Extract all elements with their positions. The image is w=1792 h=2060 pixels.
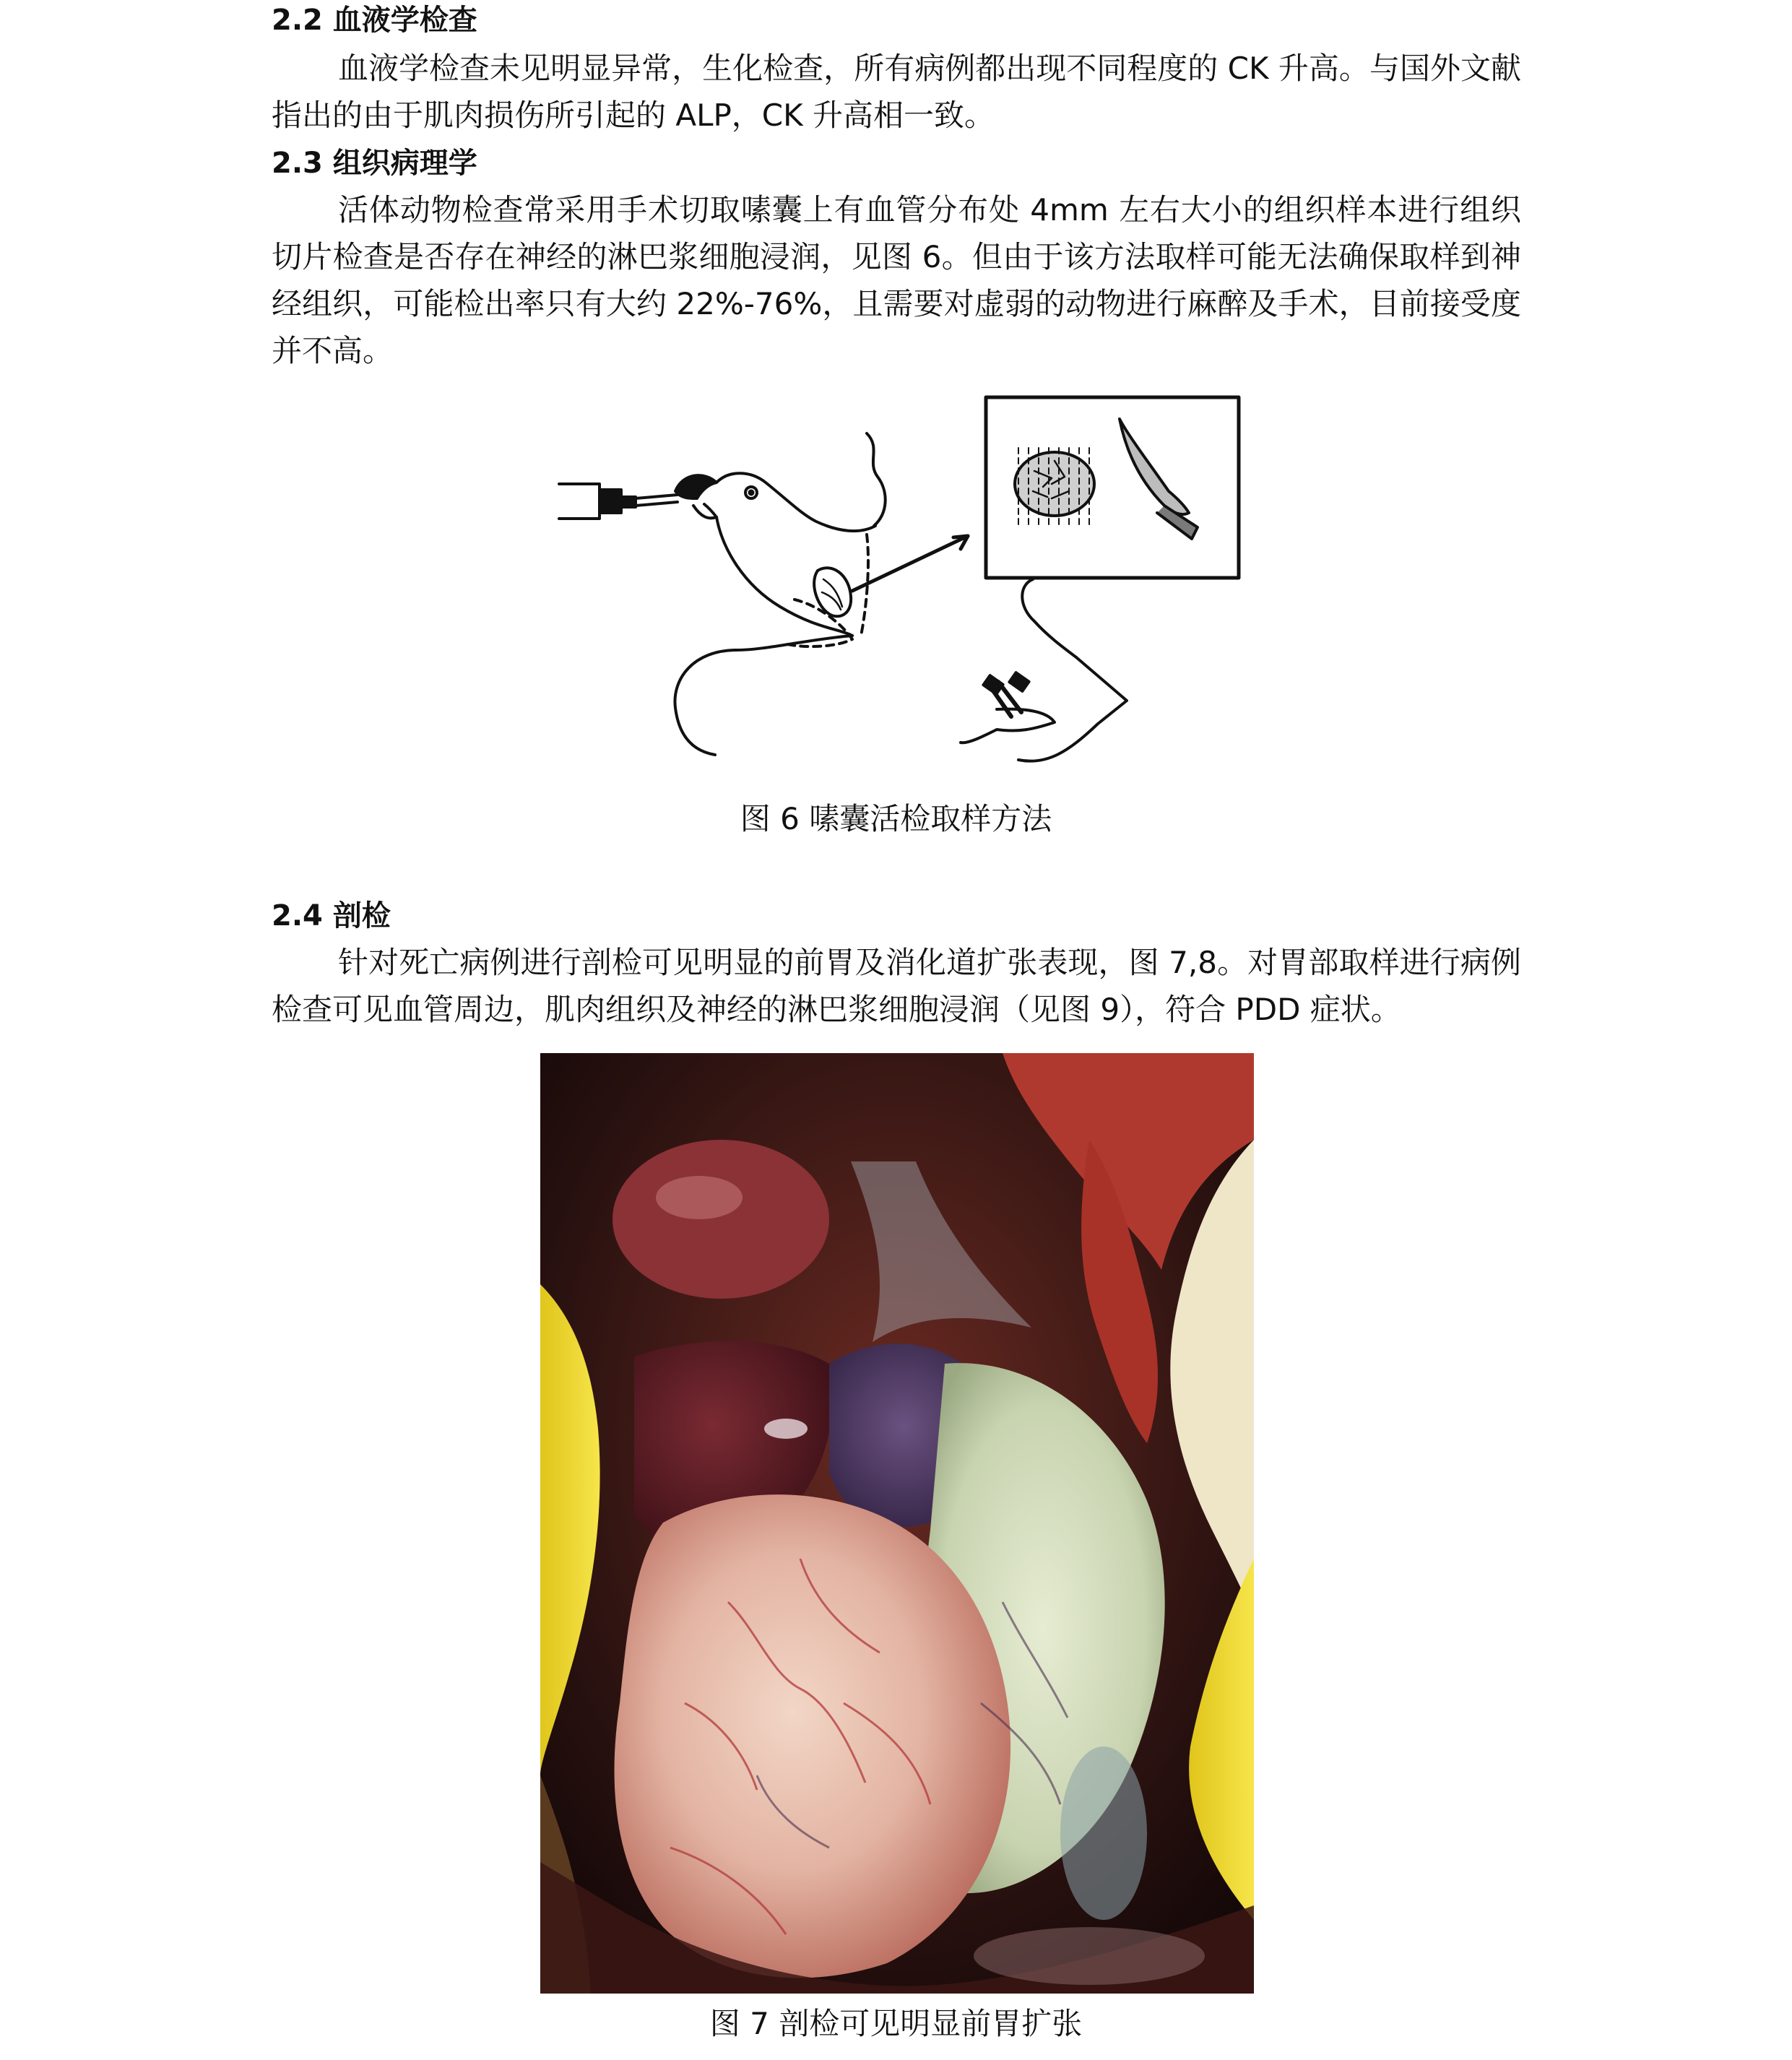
- section-paragraph-2-3: 活体动物检查常采用手术切取嗉囊上有血管分布处 4mm 左右大小的组织样本进行组织切片检查是否存在神经的淋巴浆细胞浸润，见图 6。但由于该方法取样可能无法确保取样到神经组织，可能检出率只有大约 22%-76%，且需要对虚弱的动物进行麻醉及手术，目前接受度并不高。: [272, 192, 1521, 368]
- figure-7-necropsy-photo: [540, 1053, 1254, 1994]
- section-heading-2-4: 2.4 剖检: [272, 899, 391, 932]
- section-heading-2-3: 2.3 组织病理学: [272, 147, 477, 180]
- figure-7-caption: 图 7 剖检可见明显前胃扩张: [709, 2006, 1083, 2041]
- section-paragraph-2-2: 血液学检查未见明显异常，生化检查，所有病例都出现不同程度的 CK 升高。与国外文献指出的由于肌肉损伤所引起的 ALP，CK 升高相一致。: [272, 51, 1521, 133]
- figure-6-caption: 图 6 嗉囊活检取样方法: [740, 801, 1052, 836]
- figure-6-crop-biopsy-drawing: [549, 390, 1257, 795]
- section-paragraph-2-4: 针对死亡病例进行剖检可见明显的前胃及消化道扩张表现，图 7,8。对胃部取样进行病例检查可见血管周边，肌肉组织及神经的淋巴浆细胞浸润（见图 9），符合 PDD 症状。: [272, 945, 1521, 1027]
- section-heading-2-2: 2.2 血液学检查: [272, 4, 477, 37]
